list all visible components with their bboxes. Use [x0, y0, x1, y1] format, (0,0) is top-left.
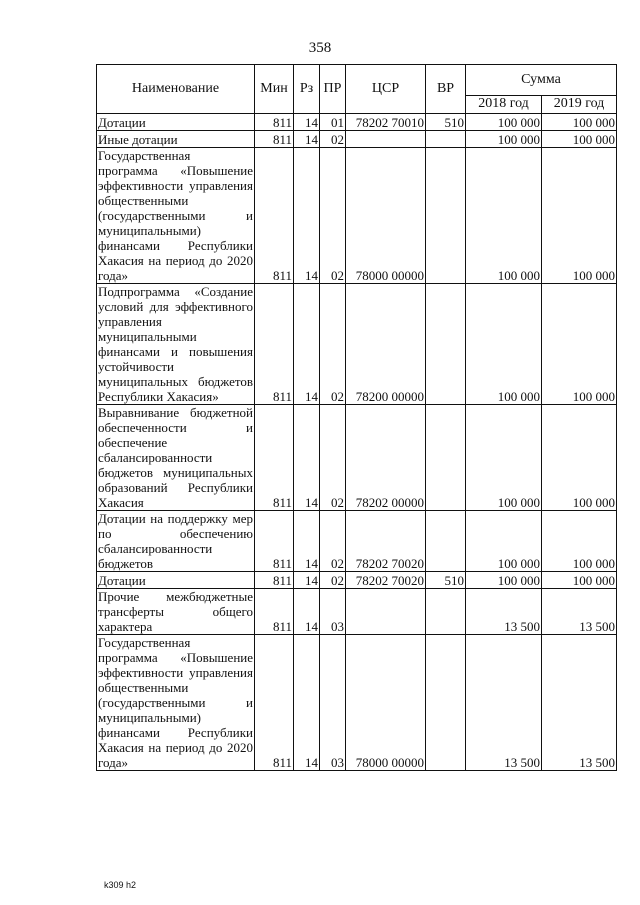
header-min: Мин: [255, 65, 294, 114]
row-pr: 02: [320, 148, 346, 284]
row-sum-2019: 100 000: [542, 284, 617, 405]
row-name: Дотации: [97, 114, 255, 131]
row-vr: [426, 405, 466, 511]
row-pr: 02: [320, 572, 346, 589]
header-csr: ЦСР: [346, 65, 426, 114]
row-sum-2018: 100 000: [466, 131, 542, 148]
row-csr: 78202 70020: [346, 511, 426, 572]
row-name: Государственная программа «Повышение эффективности управления общественными (государственными и муниципальными) финансами Республики Хакасия на период до 2020 года»: [98, 635, 253, 770]
header-sum: Сумма: [466, 65, 617, 96]
row-sum-2019: 100 000: [542, 572, 617, 589]
row-min: 811: [255, 284, 294, 405]
row-sum-2018: 100 000: [466, 511, 542, 572]
row-sum-2018: 13 500: [466, 635, 542, 771]
row-pr: 03: [320, 589, 346, 635]
row-vr: [426, 131, 466, 148]
row-rz: 14: [294, 511, 320, 572]
row-sum-2018: 13 500: [466, 589, 542, 635]
table-row: [97, 635, 617, 771]
row-pr: 02: [320, 131, 346, 148]
row-csr: 78000 00000: [346, 148, 426, 284]
row-min: 811: [255, 114, 294, 131]
row-sum-2019: 13 500: [542, 635, 617, 771]
row-name: Иные дотации: [97, 131, 255, 148]
row-min: 811: [255, 589, 294, 635]
row-pr: 01: [320, 114, 346, 131]
row-sum-2019: 100 000: [542, 405, 617, 511]
header-pr: ПР: [320, 65, 346, 114]
row-rz: 14: [294, 405, 320, 511]
table-row: [97, 589, 617, 635]
row-pr: 02: [320, 405, 346, 511]
table-row: [97, 572, 617, 589]
row-vr: 510: [426, 114, 466, 131]
table-row: [97, 148, 617, 284]
row-sum-2019: 100 000: [542, 511, 617, 572]
row-rz: 14: [294, 635, 320, 771]
row-pr: 03: [320, 635, 346, 771]
row-vr: [426, 511, 466, 572]
table-row: [97, 284, 617, 405]
row-min: 811: [255, 131, 294, 148]
row-rz: 14: [294, 572, 320, 589]
row-sum-2018: 100 000: [466, 405, 542, 511]
row-vr: [426, 148, 466, 284]
row-sum-2019: 100 000: [542, 148, 617, 284]
row-name: Подпрограмма «Создание условий для эффективного управления муниципальными финансами и повышения устойчивости муниципальных бюджетов Республики Хакасия»: [98, 284, 253, 404]
row-min: 811: [255, 635, 294, 771]
row-csr: 78202 70020: [346, 572, 426, 589]
row-sum-2018: 100 000: [466, 114, 542, 131]
row-rz: 14: [294, 284, 320, 405]
row-sum-2018: 100 000: [466, 284, 542, 405]
header-rz: Рз: [294, 65, 320, 114]
row-name: Выравнивание бюджетной обеспеченности и обеспечение сбалансированности бюджетов муниципальных образований Республики Хакасия: [98, 405, 253, 510]
row-csr: 78202 70010: [346, 114, 426, 131]
row-pr: 02: [320, 284, 346, 405]
row-sum-2018: 100 000: [466, 148, 542, 284]
row-name: Дотации: [97, 572, 255, 589]
row-sum-2019: 100 000: [542, 131, 617, 148]
table-row: [97, 131, 617, 148]
row-min: 811: [255, 511, 294, 572]
row-rz: 14: [294, 114, 320, 131]
row-min: 811: [255, 405, 294, 511]
header-vr: ВР: [426, 65, 466, 114]
row-rz: 14: [294, 589, 320, 635]
page-number: 358: [308, 40, 332, 56]
table-row: [97, 114, 617, 131]
table-row: [97, 511, 617, 572]
row-csr: [346, 131, 426, 148]
row-min: 811: [255, 572, 294, 589]
row-vr: [426, 284, 466, 405]
row-rz: 14: [294, 148, 320, 284]
row-name: Государственная программа «Повышение эффективности управления общественными (государственными и муниципальными) финансами Республики Хакасия на период до 2020 года»: [98, 148, 253, 283]
header-year-2018: 2018 год: [466, 95, 542, 113]
row-csr: 78200 00000: [346, 284, 426, 405]
row-vr: 510: [426, 572, 466, 589]
row-rz: 14: [294, 131, 320, 148]
row-pr: 02: [320, 511, 346, 572]
row-vr: [426, 589, 466, 635]
header-year-2019: 2019 год: [542, 95, 617, 113]
table-row: [97, 405, 617, 511]
row-vr: [426, 635, 466, 771]
row-sum-2018: 100 000: [466, 572, 542, 589]
row-sum-2019: 100 000: [542, 114, 617, 131]
row-csr: [346, 589, 426, 635]
row-min: 811: [255, 148, 294, 284]
budget-table: [96, 64, 617, 771]
row-csr: 78000 00000: [346, 635, 426, 771]
row-name: Дотации на поддержку мер по обеспечению сбалансированности бюджетов: [98, 511, 253, 571]
row-name: Прочие межбюджетные трансферты общего характера: [98, 589, 253, 634]
footer-code: k309 h2: [104, 880, 137, 890]
row-csr: 78202 00000: [346, 405, 426, 511]
header-name: Наименование: [97, 65, 255, 114]
row-sum-2019: 13 500: [542, 589, 617, 635]
